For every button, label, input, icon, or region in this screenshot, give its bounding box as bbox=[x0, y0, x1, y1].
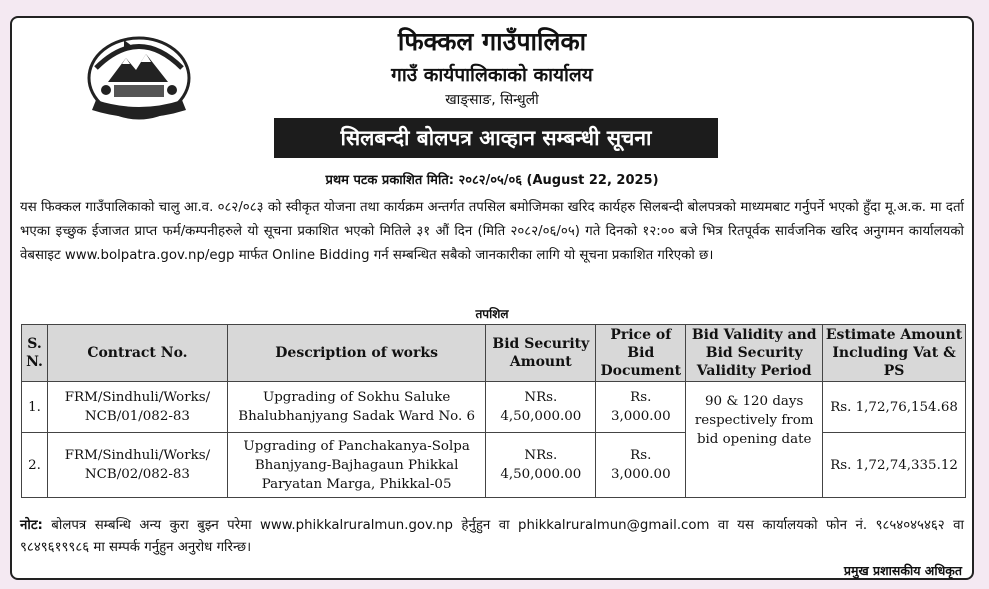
cell-description: Upgrading of Panchakanya-Solpa Bhanjyang-Bajhagaun Phikkal Paryatan Marga, Phikkal-05 bbox=[227, 433, 486, 498]
cell-description: Upgrading of Sokhu Saluke Bhalubhanjyang Sadak Ward No. 6 bbox=[227, 382, 486, 433]
municipality-title: फिक्कल गाउँपालिका bbox=[397, 27, 587, 56]
cell-validity: 90 & 120 days respectively from bid opening date bbox=[686, 382, 823, 498]
header-description: Description of works bbox=[227, 325, 486, 382]
cell-sn: 2. bbox=[22, 433, 48, 498]
cell-bid-security: NRs. 4,50,000.00 bbox=[486, 382, 596, 433]
works-table bbox=[21, 324, 966, 498]
cell-sn: 1. bbox=[22, 382, 48, 433]
office-address: खाङ्साङ, सिन्धुली bbox=[445, 92, 539, 108]
table-header-row bbox=[22, 325, 966, 382]
cell-contract: FRM/Sindhuli/Works/ NCB/01/082-83 bbox=[47, 382, 227, 433]
header-price: Price of Bid Document bbox=[596, 325, 686, 382]
cell-bid-security: NRs. 4,50,000.00 bbox=[486, 433, 596, 498]
header-contract: Contract No. bbox=[47, 325, 227, 382]
signature: प्रमुख प्रशासकीय अधिकृत bbox=[843, 563, 962, 578]
header-validity: Bid Validity and Bid Security Validity Period bbox=[686, 325, 823, 382]
header-bid-security: Bid Security Amount bbox=[486, 325, 596, 382]
table-row bbox=[22, 382, 966, 433]
header-estimate: Estimate Amount Including Vat & PS bbox=[823, 325, 966, 382]
cell-price: Rs. 3,000.00 bbox=[596, 433, 686, 498]
header-sn: S. N. bbox=[22, 325, 48, 382]
cell-contract: FRM/Sindhuli/Works/ NCB/02/082-83 bbox=[47, 433, 227, 498]
note-text: बोलपत्र सम्बन्धि अन्य कुरा बुझ्न परेमा www.phikkalruralmun.gov.np हेर्नुहुन वा phikkalruralmun@gmail.com वा यस कार्यालयको फोन नं. ९८५४०४५४६२ वा ९८४९६१९९८६ मा सम्पर्क गर्नुहुन अनुरोध गरिन्छ। bbox=[20, 518, 964, 555]
notice-frame bbox=[10, 16, 974, 580]
table-title: तपशिल bbox=[475, 307, 509, 321]
note-label: नोट: bbox=[20, 518, 43, 533]
office-subtitle: गाउँ कार्यपालिकाको कार्यालय bbox=[391, 64, 593, 86]
notice-body: यस फिक्कल गाउँपालिकाको चालु आ.व. ०८२/०८३ को स्वीकृत योजना तथा कार्यक्रम अन्तर्गत तपसिल बमोजिमका खरिद कार्यहरु सिलबन्दी बोलपत्रको माध्यमबाट गर्नुपर्ने भएको हुँदा मू.अ.क. मा दर्ता भएका इच्छुक ईजाजत प्राप्त फर्म/कम्पनीहरुले यो सूचना प्रकाशित भएको मितिले ३१ औं दिन (मिति २०८२/०६/०५) गते दिनको १२:०० बजे भित्र रितपूर्वक सार्वजनिक खरिद अनुगमन कार्यालयको वेबसाइट www.bolpatra.gov.np/egp मार्फत Online Bidding गर्न सम्बन्धित सबैको जानकारीका लागि यो सूचना प्रकाशित गरिएको छ। bbox=[20, 200, 964, 263]
cell-price: Rs. 3,000.00 bbox=[596, 382, 686, 433]
cell-estimate: Rs. 1,72,76,154.68 bbox=[823, 382, 966, 433]
contact-note bbox=[20, 515, 964, 559]
publish-date: प्रथम पटक प्रकाशित मिति: २०८२/०५/०६ (August 22, 2025) bbox=[325, 173, 659, 188]
notice-banner: सिलबन्दी बोलपत्र आव्हान सम्बन्धी सूचना bbox=[274, 118, 718, 158]
table-row bbox=[22, 433, 966, 498]
cell-estimate: Rs. 1,72,74,335.12 bbox=[823, 433, 966, 498]
